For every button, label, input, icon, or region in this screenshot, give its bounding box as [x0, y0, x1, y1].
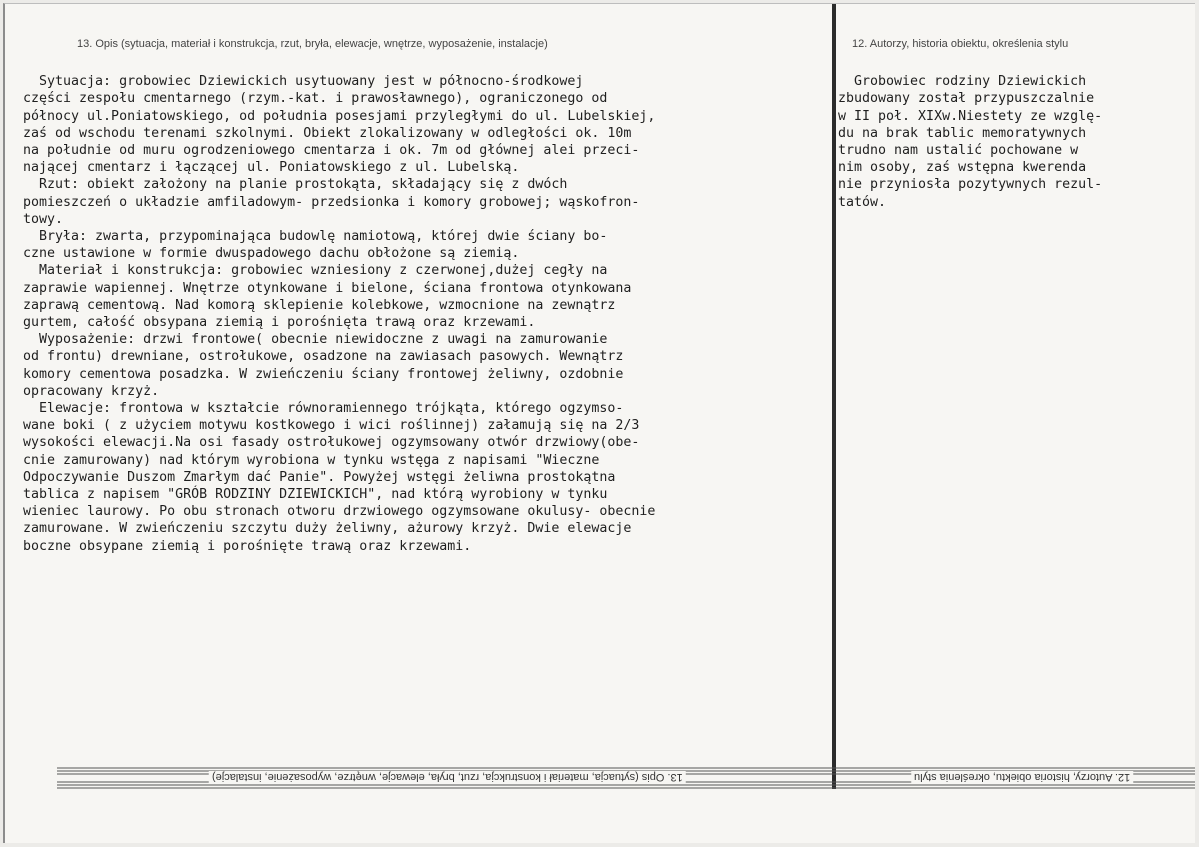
- text-line: komory cementowa posadzka. W zwieńczeniu ściany frontowej żeliwny, ozdobnie: [23, 366, 624, 382]
- text-line: zaprawie wapiennej. Wnętrze otynkowane i bielone, ściana frontowa otynkowana: [23, 280, 632, 296]
- text-line: boczne obsypane ziemią i porośnięte trawą oraz krzewami.: [23, 538, 472, 554]
- text-line: północy ul.Poniatowskiego, od południa posesjami przyległymi do ul. Lubelskiej,: [23, 108, 656, 124]
- text-line: trudno nam ustalić pochowane w: [838, 143, 1079, 159]
- text-line: zamurowane. W zwieńczeniu szczytu duży żeliwny, ażurowy krzyż. Dwie elewacje: [23, 521, 632, 537]
- text-line: Grobowiec rodziny Dziewickich: [838, 74, 1087, 90]
- text-line: w II poł. XIXw.Niestety ze wzglę-: [838, 108, 1103, 124]
- mirrored-authors-label: 12. Autorzy, historia obiektu, określenia stylu: [911, 771, 1133, 783]
- description-body: [23, 56, 655, 555]
- text-line: Elewacje: frontowa w kształcie równoramiennego trójkąta, którego ogzymso-: [23, 401, 624, 417]
- text-line: nie przyniosła pozytywnych rezul-: [838, 177, 1103, 193]
- text-line: Odpoczywanie Duszom Zmarłym dać Panie". Powyżej wstęgi żeliwna prostokątna: [23, 469, 616, 485]
- text-line: Wyposażenie: drzwi frontowe( obecnie niewidoczne z uwagi na zamurowanie: [23, 332, 608, 348]
- text-line: Materiał i konstrukcja: grobowiec wzniesiony z czerwonej,dużej cegły na: [23, 263, 608, 279]
- text-line: Sytuacja: grobowiec Dziewickich usytuowany jest w północno-środkowej: [23, 74, 584, 90]
- text-line: nim osoby, zaś wstępna kwerenda: [838, 160, 1087, 176]
- text-line: na południe od muru ogrodzeniowego cmentarza i ok. 7m od głównej alei przeci-: [23, 143, 640, 159]
- text-line: pomieszczeń o układzie amfiladowym- przedsionka i komory grobowej; wąskofron-: [23, 194, 640, 210]
- description-heading: 13. Opis (sytuacja, materiał i konstrukcja, rzut, bryła, elewacje, wnętrze, wyposażenie, instalacje): [77, 38, 548, 50]
- text-line: czne ustawione w formie dwuspadowego dachu obłożone są ziemią.: [23, 246, 520, 262]
- text-line: Rzut: obiekt założony na planie prostokąta, składający się z dwóch: [23, 177, 568, 193]
- text-line: opracowany krzyż.: [23, 383, 160, 399]
- text-line: części zespołu cmentarnego (rzym.-kat. i prawosławnego), ograniczonego od: [23, 91, 608, 107]
- authors-history-body: [838, 56, 1102, 211]
- text-line: towy.: [23, 211, 64, 227]
- text-line: zaprawą cementową. Nad komorą sklepienie kolebkowe, wzmocnione na zewnątrz: [23, 297, 616, 313]
- text-line: tablica z napisem "GRÓB RODZINY DZIEWICKICH", nad którą wyrobiony w tynku: [23, 487, 608, 503]
- text-line: gurtem, całość obsypana ziemią i porośnięta trawą oraz krzewami.: [23, 315, 536, 331]
- text-line: tatów.: [838, 194, 887, 210]
- text-line: wieniec laurowy. Po obu stronach otworu drzwiowego ogzymsowane okulusy- obecnie: [23, 504, 656, 520]
- text-line: Bryła: zwarta, przypominająca budowlę namiotową, której dwie ściany bo-: [23, 229, 608, 245]
- text-line: du na brak tablic memoratywnych: [838, 125, 1087, 141]
- document-sheet: [3, 3, 1195, 843]
- text-line: zbudowany został przypuszczalnie: [838, 91, 1095, 107]
- text-line: cnie zamurowany) nad którym wyrobiona w tynku wstęga z napisami "Wieczne: [23, 452, 600, 468]
- text-line: wysokości elewacji.Na osi fasady ostrołukowej ogzymsowany otwór drzwiowy(obe-: [23, 435, 640, 451]
- text-line: wane boki ( z użyciem motywu kostkowego i wici roślinnej) załamują się na 2/3: [23, 418, 640, 434]
- authors-history-heading: 12. Autorzy, historia obiektu, określenia stylu: [852, 38, 1069, 50]
- text-line: zaś od wschodu terenami szkolnymi. Obiekt zlokalizowany w odległości ok. 10m: [23, 125, 632, 141]
- text-line: nającej cmentarz i łączącej ul. Poniatowskiego z ul. Lubelską.: [23, 160, 520, 176]
- text-line: od frontu) drewniane, ostrołukowe, osadzone na zawiasach pasowych. Wewnątrz: [23, 349, 624, 365]
- column-divider: [832, 4, 836, 789]
- mirrored-description-label: 13. Opis (sytuacja, materiał i konstrukcja, rzut, bryła, elewacje, wnętrze, wyposażenie, instalacje): [209, 771, 686, 783]
